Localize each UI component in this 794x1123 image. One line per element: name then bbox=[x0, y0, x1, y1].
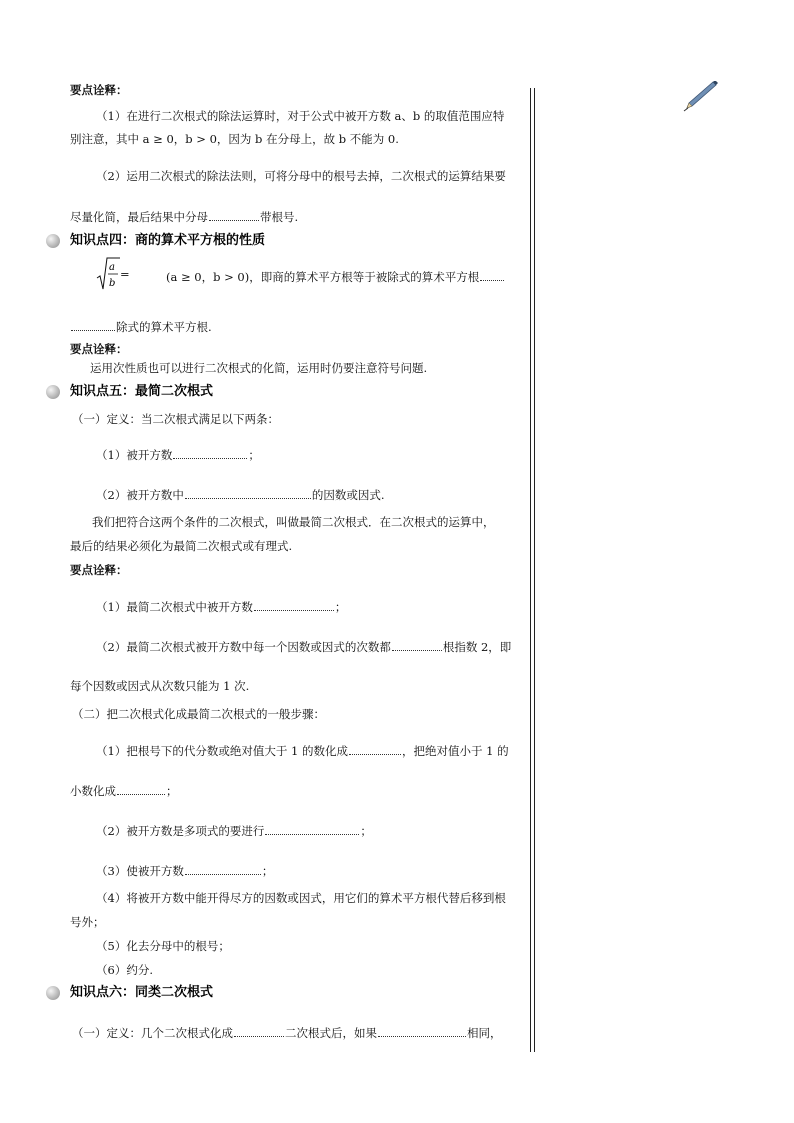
text-line: （2）运用二次根式的除法法则，可将分母中的根号去掉，二次根式的运算结果要 bbox=[96, 169, 506, 183]
text-line: （1）在进行二次根式的除法运算时，对于公式中被开方数 a、b 的取值范围应特 bbox=[96, 109, 505, 123]
fill-blank[interactable] bbox=[378, 1024, 466, 1037]
text-fragment: 的因数或因式. bbox=[311, 488, 385, 502]
text-line: 我们把符合这两个条件的二次根式，叫做最简二次根式．在二次根式的运算中， bbox=[92, 515, 495, 529]
text-line: （一）定义：当二次根式满足以下两条： bbox=[72, 412, 279, 426]
text-line: 运用次性质也可以进行二次根式的化简，运用时仍要注意符号问题. bbox=[90, 361, 428, 375]
text-fragment: ； bbox=[360, 824, 372, 838]
section-heading-4: 知识点四：商的算术平方根的性质 bbox=[70, 233, 266, 248]
note-heading-1: 要点诠释： bbox=[70, 83, 128, 97]
text-fragment: （2）最简二次根式被开方数中每一个因数或因式的次数都 bbox=[96, 640, 391, 654]
sqrt-fraction-formula bbox=[96, 256, 136, 292]
text-line: 别注意，其中 a ≥ 0，b > 0，因为 b 在分母上，故 b 不能为 0. bbox=[70, 132, 399, 146]
pen-icon bbox=[683, 81, 719, 113]
text-fragment: 二次根式后，如果 bbox=[285, 1026, 377, 1040]
fill-blank[interactable] bbox=[209, 208, 259, 221]
fill-blank[interactable] bbox=[349, 742, 401, 755]
fill-blank[interactable] bbox=[185, 486, 311, 499]
text-line bbox=[96, 822, 372, 839]
fill-blank[interactable] bbox=[392, 638, 442, 651]
fill-blank[interactable] bbox=[185, 862, 261, 875]
text-fragment: （1）被开方数 bbox=[96, 448, 173, 462]
text-fragment: 尽量化简，最后结果中分母 bbox=[70, 210, 208, 224]
text-fragment: ； bbox=[261, 864, 274, 878]
text-fragment: 除式的算术平方根. bbox=[116, 320, 212, 334]
text-fragment: （2）被开方数中 bbox=[96, 488, 184, 502]
fill-blank[interactable] bbox=[480, 268, 504, 281]
fill-blank[interactable] bbox=[254, 598, 334, 611]
formula-denominator: b bbox=[109, 278, 116, 289]
text-fragment: （一）定义：几个二次根式化成 bbox=[72, 1026, 233, 1040]
margin-rule-outer bbox=[530, 88, 531, 1052]
text-fragment: ，把绝对值小于 1 的 bbox=[401, 744, 509, 758]
text-line: 每个因数或因式从次数只能为 1 次. bbox=[70, 679, 250, 693]
fill-blank[interactable] bbox=[117, 782, 165, 795]
text-line bbox=[96, 638, 511, 655]
text-line bbox=[96, 598, 346, 615]
section-bullet-icon bbox=[46, 385, 60, 399]
text-line bbox=[96, 742, 509, 759]
formula-numerator: a bbox=[109, 262, 115, 273]
fill-blank[interactable] bbox=[173, 446, 247, 459]
text-line bbox=[70, 318, 212, 335]
fill-blank[interactable] bbox=[234, 1024, 284, 1037]
note-heading-2: 要点诠释： bbox=[70, 342, 128, 356]
section-heading-5: 知识点五：最简二次根式 bbox=[70, 384, 214, 399]
text-line bbox=[96, 862, 273, 879]
text-line: （6）约分. bbox=[96, 963, 153, 977]
section-heading-6: 知识点六：同类二次根式 bbox=[70, 985, 214, 1000]
text-fragment: 相同， bbox=[467, 1026, 502, 1040]
text-fragment: （2）被开方数是多项式的要进行 bbox=[96, 824, 265, 838]
section-bullet-icon bbox=[46, 986, 60, 1000]
fill-blank[interactable] bbox=[71, 318, 115, 331]
text-fragment: （3）使被开方数 bbox=[96, 864, 184, 878]
text-line: 最后的结果必须化为最简二次根式或有理式. bbox=[70, 539, 293, 553]
text-fragment: 带根号. bbox=[260, 210, 299, 224]
margin-rule-inner bbox=[534, 88, 535, 1052]
formula-equals: = bbox=[120, 267, 130, 281]
text-line bbox=[96, 486, 384, 503]
note-heading-3: 要点诠释： bbox=[70, 563, 128, 577]
text-line bbox=[70, 782, 178, 799]
text-line: （5）化去分母中的根号； bbox=[96, 939, 230, 953]
text-fragment: （1）最简二次根式中被开方数 bbox=[96, 600, 253, 614]
text-fragment: ； bbox=[334, 600, 347, 614]
text-fragment: 小数化成 bbox=[70, 784, 116, 798]
section-bullet-icon bbox=[46, 234, 60, 248]
text-line bbox=[96, 446, 260, 463]
fill-blank[interactable] bbox=[265, 822, 359, 835]
text-fragment: (a ≥ 0，b > 0)，即商的算术平方根等于被除式的算术平方根 bbox=[166, 270, 480, 284]
text-fragment: ； bbox=[166, 784, 178, 798]
text-line: （4）将被开方数中能开得尽方的因数或因式，用它们的算术平方根代替后移到根 bbox=[96, 891, 506, 905]
text-fragment: （1）把根号下的代分数或绝对值大于 1 的数化成 bbox=[96, 744, 348, 758]
text-fragment: ； bbox=[248, 448, 260, 462]
text-line: 号外； bbox=[70, 915, 105, 929]
text-line bbox=[70, 208, 298, 225]
text-fragment: 根指数 2，即 bbox=[442, 640, 512, 654]
text-line bbox=[72, 1024, 502, 1041]
text-line bbox=[166, 268, 505, 285]
text-line: （二）把二次根式化成最简二次根式的一般步骤： bbox=[72, 707, 325, 721]
